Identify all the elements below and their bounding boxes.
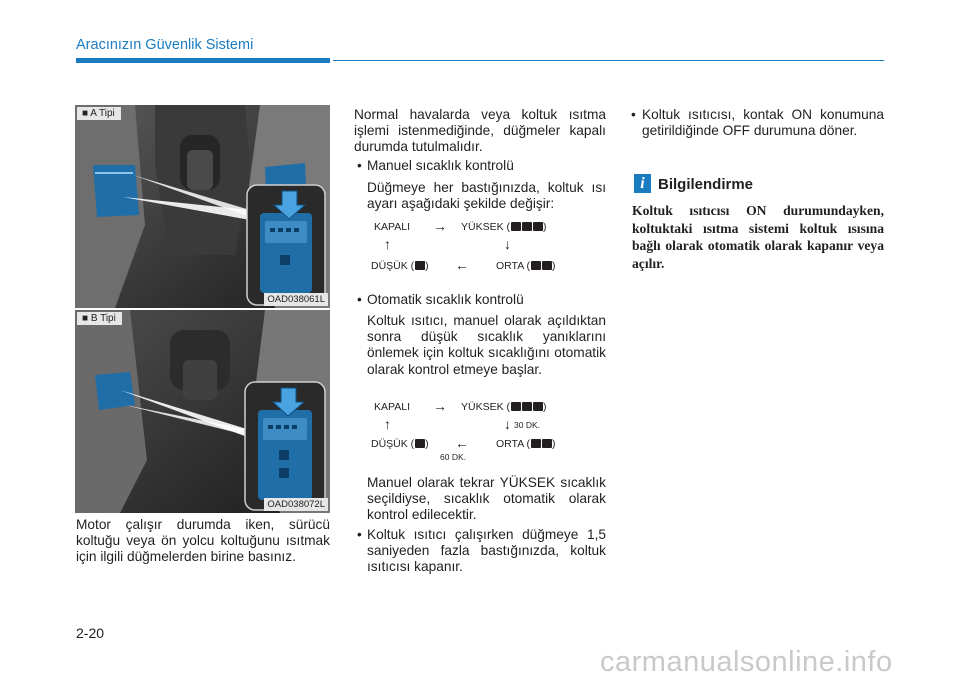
heat-bar-icon <box>511 222 521 231</box>
photo-type-a <box>75 105 330 308</box>
heat-bar-icon <box>533 222 543 231</box>
section-title: Aracınızın Güvenlik Sistemi <box>76 37 254 53</box>
label-orta-text: ORTA ( <box>496 260 531 272</box>
label-yuksek-close: ) <box>543 401 547 413</box>
label-yuksek-text: YÜKSEK ( <box>461 401 511 413</box>
heat-bar-icon <box>542 439 552 448</box>
heat-bar-icon <box>533 402 543 411</box>
manual-again-text: Manuel olarak tekrar YÜKSEK sıcaklık seçildiyse, sıcaklık otomatik olarak kontrol edilecektir. <box>367 475 606 523</box>
manual-title: Manuel sıcaklık kontrolü <box>367 158 514 173</box>
label-dusuk-text: DÜŞÜK ( <box>371 438 415 450</box>
label-orta-text: ORTA ( <box>496 438 531 450</box>
photo-b-code: OAD038072L <box>264 498 328 511</box>
bullet-dot-icon: • <box>357 158 362 173</box>
label-dusuk-close: ) <box>425 438 429 450</box>
bullet-dot-icon: • <box>631 107 636 122</box>
arrow-up-icon: ↑ <box>384 416 391 432</box>
arrow-right-icon: → <box>433 398 447 414</box>
label-orta-close: ) <box>552 260 556 272</box>
header-rule-thin <box>333 60 884 61</box>
arrow-up-icon: ↑ <box>384 236 391 252</box>
photo-a-tag-text: A Tipi <box>90 108 115 119</box>
timer-60-label: 60 DK. <box>440 452 466 462</box>
photo-a-code: OAD038061L <box>264 293 328 306</box>
bullet-off-text: Koltuk ısıtıcı çalışırken düğmeye 1,5 saniyeden fazla bastığınızda, koltuk ısıtıcısı kapanır. <box>367 527 606 575</box>
label-yuksek-text: YÜKSEK ( <box>461 221 511 233</box>
info-body: Koltuk ısıtıcısı ON durumundayken, koltuktaki ısıtma sistemi koltuk ısısına bağlı olarak otomatik olarak kapanır veya açılır. <box>632 203 884 271</box>
square-bullet-icon: ■ <box>82 108 91 119</box>
label-yuksek <box>461 401 547 413</box>
bullet-dot-icon: • <box>357 292 362 307</box>
label-kapali: KAPALI <box>374 221 410 233</box>
arrow-left-icon: ← <box>455 435 469 451</box>
watermark: carmanualsonline.info <box>600 646 893 678</box>
bullet-dot-icon: • <box>357 527 362 542</box>
label-orta <box>496 260 556 272</box>
heat-bar-icon <box>542 261 552 270</box>
photo-a-tag <box>77 107 121 120</box>
bullet-on-text: Koltuk ısıtıcısı, kontak ON konumuna getirildiğinde OFF durumuna döner. <box>642 107 884 139</box>
heat-bar-icon <box>415 261 425 270</box>
info-icon: i <box>634 174 651 193</box>
page-number: 2-20 <box>76 625 105 641</box>
console-illustration-a <box>75 105 330 308</box>
label-kapali: KAPALI <box>374 401 410 413</box>
square-bullet-icon: ■ <box>82 313 91 324</box>
label-dusuk-text: DÜŞÜK ( <box>371 260 415 272</box>
heat-bar-icon <box>522 402 532 411</box>
manual-text: Düğmeye her bastığınızda, koltuk ısı ayarı aşağıdaki şekilde değişir: <box>367 180 606 212</box>
col1-paragraph: Motor çalışır durumda iken, sürücü koltuğu veya ön yolcu koltuğunu ısıtmak için ilgili düğmelerden birine basınız. <box>76 517 330 565</box>
label-dusuk <box>371 438 429 450</box>
arrow-down-icon: ↓ <box>504 236 511 252</box>
arrow-left-icon: ← <box>455 257 469 273</box>
heat-bar-icon <box>531 439 541 448</box>
label-yuksek-close: ) <box>543 221 547 233</box>
heat-bar-icon <box>415 439 425 448</box>
photo-type-b <box>75 310 330 513</box>
arrow-right-icon: → <box>433 218 447 234</box>
photo-b-tag-text: B Tipi <box>90 313 116 324</box>
manual-cycle-diagram <box>370 218 610 278</box>
timer-30-label: 30 DK. <box>514 420 540 430</box>
auto-text: Koltuk ısıtıcı, manuel olarak açıldıktan sonra düşük sıcaklık yanıklarını önlemek için koltuk sıcaklığını otomatik olarak kontrol etmeye başlar. <box>367 313 606 377</box>
label-dusuk-close: ) <box>425 260 429 272</box>
console-illustration-b <box>75 310 330 513</box>
label-dusuk <box>371 260 429 272</box>
auto-title: Otomatik sıcaklık kontrolü <box>367 292 524 307</box>
heat-bar-icon <box>522 222 532 231</box>
intro-paragraph: Normal havalarda veya koltuk ısıtma işlemi istenmediğinde, düğmeler kapalı durumda tutulmalıdır. <box>354 107 606 155</box>
label-orta-close: ) <box>552 438 556 450</box>
info-title: Bilgilendirme <box>658 176 754 193</box>
heat-bar-icon <box>531 261 541 270</box>
auto-cycle-diagram <box>370 398 610 464</box>
arrow-down-icon: ↓ <box>504 416 511 432</box>
label-orta <box>496 438 556 450</box>
label-yuksek <box>461 221 547 233</box>
heat-bar-icon <box>511 402 521 411</box>
header-rule-thick <box>76 58 330 63</box>
photo-b-tag <box>77 312 122 325</box>
